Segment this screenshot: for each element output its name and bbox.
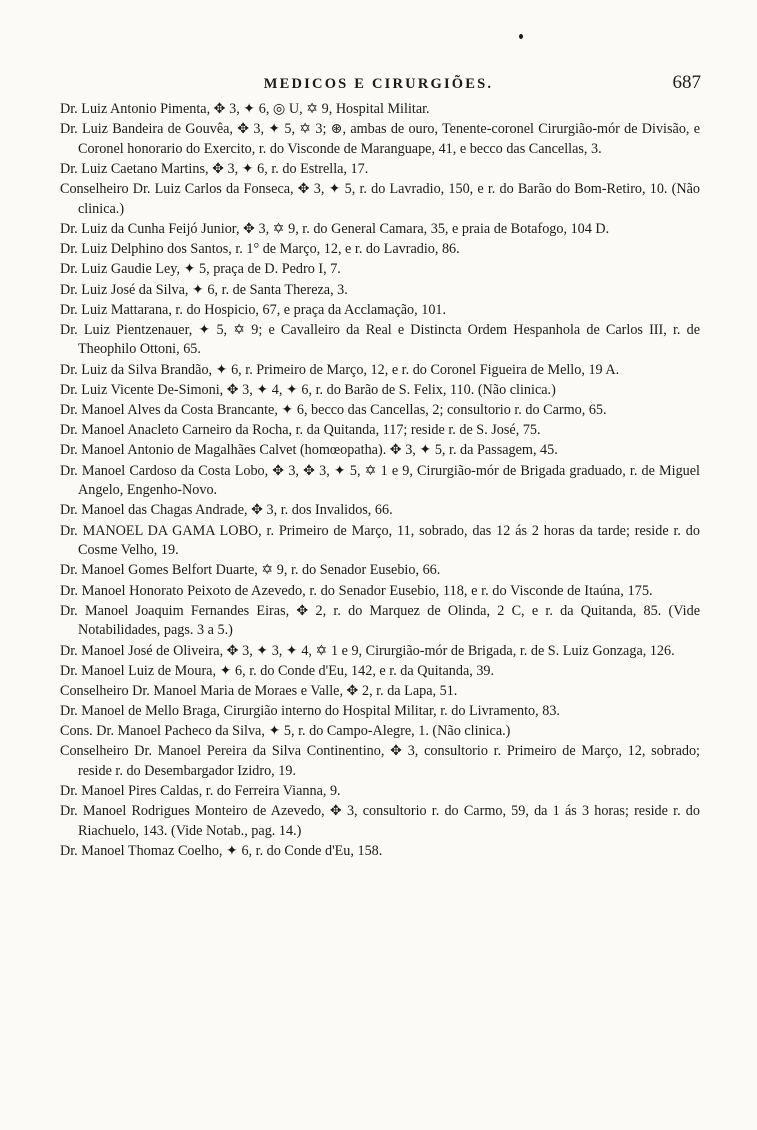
list-item: Dr. Manoel Alves da Costa Brancante, ✦ 6, becco das Cancellas, 2; consultorio r. do Carmo, 65. (60, 402, 607, 419)
list-item: Dr. Luiz da Silva Brandão, ✦ 6, r. Primeiro de Março, 12, e r. do Coronel Figueira de Mello, 19 A. (60, 361, 620, 378)
ink-speck (519, 34, 523, 39)
list-item: Dr. Manoel das Chagas Andrade, ✥ 3, r. dos Invalidos, 66. (60, 502, 393, 519)
list-item: Dr. Luiz Antonio Pimenta, ✥ 3, ✦ 6, ◎ U, ✡ 9, Hospital Militar. (60, 101, 430, 117)
list-item: Dr. Manoel Anacleto Carneiro da Rocha, r. da Quitanda, 117; reside r. de S. José, 75. (60, 422, 541, 439)
running-title: MEDICOS E CIRURGIÕES. (263, 76, 494, 92)
page-header (0, 72, 757, 102)
list-item: Dr. Luiz José da Silva, ✦ 6, r. de Santa Thereza, 3. (60, 281, 348, 298)
list-item: Dr. Luiz Bandeira de Gouvêa, ✥ 3, ✦ 5, ✡ 3; ⊛, ambas de ouro, Tenente-coronel Cirurgião-mór de Divisão, e Coronel honorario do Exercito, r. do Visconde de Maranguape, 41, e becco das Cancellas, 3. (60, 121, 700, 157)
entry-list (60, 100, 700, 862)
list-item: Dr. Manoel de Mello Braga, Cirurgião interno do Hospital Militar, r. do Livramento, 83. (60, 703, 560, 720)
list-item: Dr. Manoel Luiz de Moura, ✦ 6, r. do Conde d'Eu, 142, e r. da Quitanda, 39. (60, 662, 495, 679)
list-item: Dr. Manoel Pires Caldas, r. do Ferreira Vianna, 9. (60, 783, 341, 800)
list-item: Dr. Manoel Thomaz Coelho, ✦ 6, r. do Conde d'Eu, 158. (60, 843, 383, 860)
list-item: Conselheiro Dr. Manoel Pereira da Silva Continentino, ✥ 3, consultorio r. Primeiro de Março, 12, sobrado; reside r. do Desembargador Izidro, 19. (60, 743, 700, 780)
list-item: Conselheiro Dr. Manoel Maria de Moraes e Valle, ✥ 2, r. da Lapa, 51. (60, 682, 458, 699)
list-item: Dr. Luiz Delphino dos Santos, r. 1° de Março, 12, e r. do Lavradio, 86. (60, 241, 460, 258)
list-item: Dr. Manoel Joaquim Fernandes Eiras, ✥ 2, r. do Marquez de Olinda, 2 C, e r. da Quitanda, 85. (Vide Notabilidades, pags. 3 a 5.) (60, 602, 700, 639)
list-item: Dr. Manoel José de Oliveira, ✥ 3, ✦ 3, ✦ 4, ✡ 1 e 9, Cirurgião-mór de Brigada, r. de S. Luiz Gonzaga, 126. (60, 642, 675, 659)
list-item: Dr. Luiz Pientzenauer, ✦ 5, ✡ 9; e Cavalleiro da Real e Distincta Ordem Hespanhola de Carlos III, r. de Theophilo Ottoni, 65. (60, 321, 700, 358)
list-item: Dr. Manoel Cardoso da Costa Lobo, ✥ 3, ✥ 3, ✦ 5, ✡ 1 e 9, Cirurgião-mór de Brigada graduado, r. de Miguel Angelo, Engenho-Novo. (60, 462, 700, 499)
list-item: Dr. Luiz Vicente De-Simoni, ✥ 3, ✦ 4, ✦ 6, r. do Barão de S. Felix, 110. (Não clinica.) (60, 381, 556, 398)
list-item: Dr. Manoel Antonio de Magalhães Calvet (homœopatha). ✥ 3, ✦ 5, r. da Passagem, 45. (60, 442, 558, 459)
list-item: Dr. Luiz Mattarana, r. do Hospicio, 67, e praça da Acclamação, 101. (60, 301, 447, 318)
list-item: Dr. Luiz da Cunha Feijó Junior, ✥ 3, ✡ 9, r. do General Camara, 35, e praia de Botafogo, 104 D. (60, 220, 610, 237)
list-item: Dr. Luiz Gaudie Ley, ✦ 5, praça de D. Pedro I, 7. (60, 261, 341, 278)
list-item: Cons. Dr. Manoel Pacheco da Silva, ✦ 5, r. do Campo-Alegre, 1. (Não clinica.) (60, 723, 511, 740)
page-number: 687 (672, 72, 701, 93)
list-item: Dr. Manoel Rodrigues Monteiro de Azevedo, ✥ 3, consultorio r. do Carmo, 59, da 1 ás 3 horas; reside r. do Riachuelo, 143. (Vide Notab., pag. 14.) (60, 803, 700, 839)
list-item: Dr. Luiz Caetano Martins, ✥ 3, ✦ 6, r. do Estrella, 17. (60, 160, 369, 177)
list-item: Dr. MANOEL DA GAMA LOBO, r. Primeiro de Março, 11, sobrado, das 12 ás 2 horas da tarde; reside r. do Cosme Velho, 19. (60, 522, 700, 559)
list-item: Dr. Manoel Honorato Peixoto de Azevedo, r. do Senador Eusebio, 118, e r. do Visconde de Itaúna, 175. (60, 582, 653, 599)
list-item: Dr. Manoel Gomes Belfort Duarte, ✡ 9, r. do Senador Eusebio, 66. (60, 562, 441, 579)
list-item: Conselheiro Dr. Luiz Carlos da Fonseca, ✥ 3, ✦ 5, r. do Lavradio, 150, e r. do Barão do Bom-Retiro, 10. (Não clinica.) (60, 181, 700, 217)
